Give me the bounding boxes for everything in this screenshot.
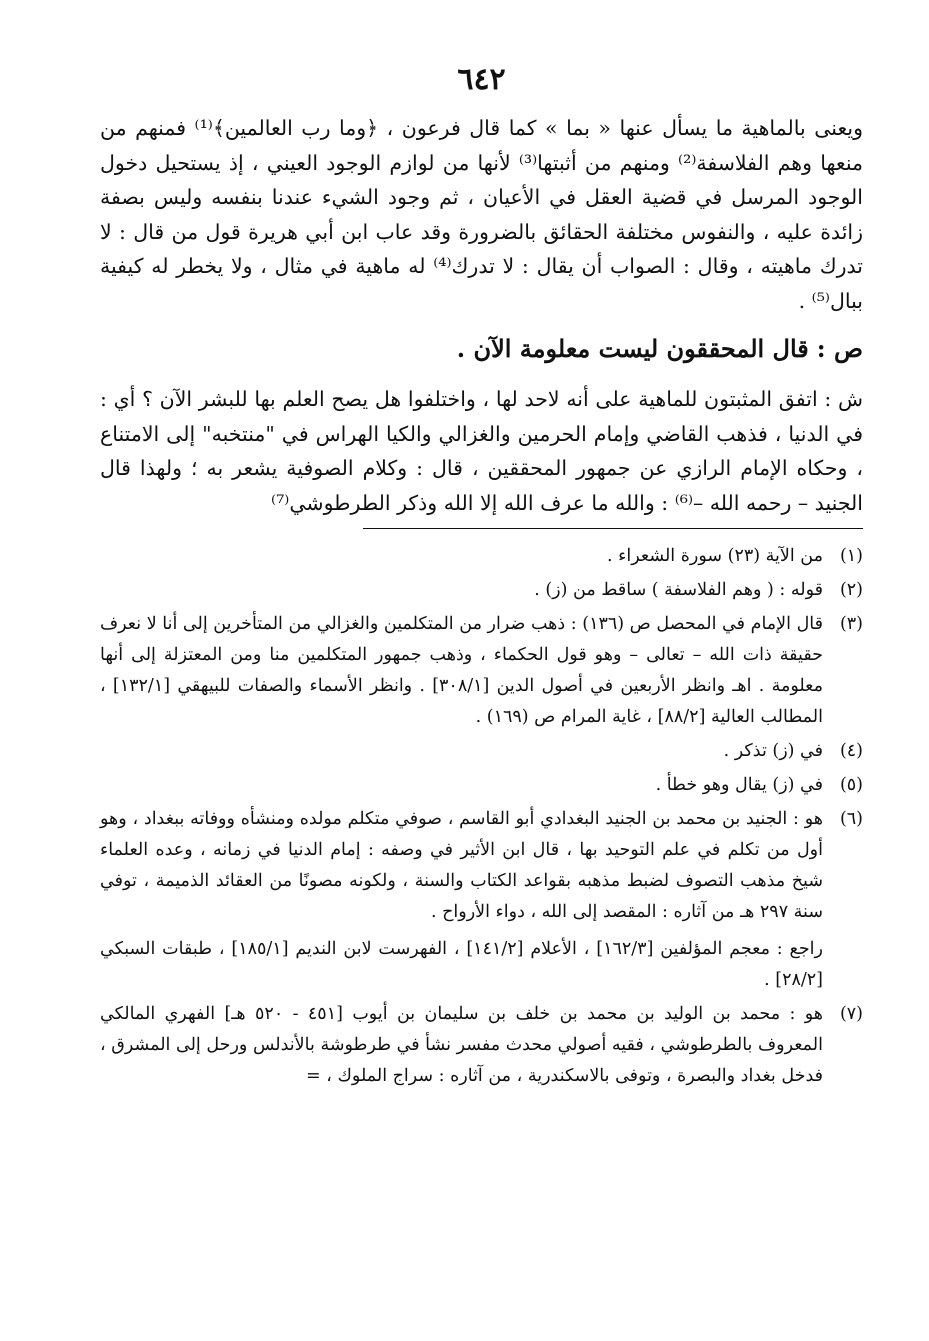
footnote-number: (٣) <box>839 614 863 634</box>
main-text <box>100 111 863 318</box>
footnote-separator <box>363 528 863 529</box>
footnote-number: (٤) <box>839 741 863 761</box>
footnote <box>100 804 863 996</box>
footnote <box>100 575 863 606</box>
footnote <box>100 736 863 767</box>
page-number: ٦٤٢ <box>457 62 506 97</box>
heading-text: قال المحققون ليست معلومة الآن . <box>456 334 809 363</box>
footnote-text: في (ز) تذكر . <box>723 741 823 761</box>
footnote-text: قوله : ( وهم الفلاسفة ) ساقط من (ز) . <box>534 580 823 600</box>
footnote <box>100 609 863 733</box>
intro-paragraph: ويعنى بالماهية ما يسأل عنها « بما » كما قال فرعون ، ﴿وما رب العالمين﴾⁽¹⁾ فمنهم من منعها وهم الفلاسفة⁽²⁾ ومنهم من أثبتها⁽³⁾ لأنها من لوازم الوجود العيني ، إذ يستحيل دخول الوجود المرسل في قضية العقل في الأعيان ، ثم وجود الشيء عندنا بنفسه وليس بصفة زائدة عليه ، والنفوس مختلفة الحقائق بالضرورة وقد عاب ابن أبي هريرة قول من قال : لا تدرك ماهيته ، وقال : الصواب أن يقال : لا تدرك⁽⁴⁾ له ماهية في مثال ، ولا يخطر له كيفية ببال⁽⁵⁾ . <box>100 116 863 313</box>
footnotes <box>100 541 863 1092</box>
section-heading <box>100 332 863 366</box>
footnote-references: راجع : معجم المؤلفين [١٦٢/٣] ، الأعلام [١٤١/٢] ، الفهرست لابن النديم [١٨٥/١] ، طبقات السبكي [٢٨/٢] . <box>100 939 823 990</box>
footnote-text: هو : الجنيد بن محمد بن الجنيد البغدادي أبو القاسم ، صوفي متكلم مولده ومنشأه ووفاته ببغداد ، وهو أول من تكلم في علم التوحيد بها ، قال ابن الأثير في وصفه : إمام الدنيا في زمانه ، وعده العلماء شيخ مذهب التصوف لضبط مذهبه بقواعد الكتاب والسنة ، ولكونه مصونًا من العقائد الذميمة ، توفي سنة ٢٩٧ هـ من آثاره : المقصد إلى الله ، دواء الأرواح . <box>100 809 823 922</box>
footnote-number: (٥) <box>839 775 863 795</box>
footnote-text: قال الإمام في المحصل ص (١٣٦) : ذهب ضرار من المتكلمين والغزالي من المتأخرين إلى أنا لا نعرف حقيقة ذات الله – تعالى – وهو قول الحكماء ، وذهب جمهور المتكلمين منا ومن المعتزلة إلى أنها معلومة . اهـ وانظر الأربعين في أصول الدين [٣٠٨/١] . وانظر الأسماء والصفات للبيهقي [١٣٢/١] ، المطالب العالية [٨٨/٢] ، غاية المرام ص (١٦٩) . <box>100 614 823 727</box>
footnote <box>100 999 863 1092</box>
footnote-text: من الآية (٢٣) سورة الشعراء . <box>607 546 823 566</box>
footnote-number: (١) <box>839 546 863 566</box>
footnote-number: (٦) <box>839 809 863 829</box>
commentary-paragraph: ش : اتفق المثبتون للماهية على أنه لاحد لها ، واختلفوا هل يصح العلم بها للبشر الآن ؟ أي : في الدنيا ، فذهب القاضي وإمام الحرمين والغزالي والكيا الهراس في "منتخبه" إلى الامتناع ، وحكاه الإمام الرازي عن جمهور المحققين ، قال : وكلام الصوفية يشعر به ؛ ولهذا قال الجنيد – رحمه الله –⁽⁶⁾ : والله ما عرف الله إلا الله وذكر الطرطوشي⁽⁷⁾ <box>100 387 863 515</box>
footnote <box>100 541 863 572</box>
footnote <box>100 770 863 801</box>
footnote-text: في (ز) يقال وهو خطأ . <box>655 775 823 795</box>
footnote-text: هو : محمد بن الوليد بن محمد بن خلف بن سليمان بن أيوب [٤٥١ - ٥٢٠ هـ] الفهري المالكي المعروف بالطرطوشي ، فقيه أصولي محدث مفسر نشأ في طرطوشة بالأندلس ورحل إلى المشرق ، فدخل بغداد والبصرة ، وتوفى بالاسكندرية ، من آثاره : سراج الملوك ، = <box>100 1004 823 1086</box>
footnote-number: (٧) <box>839 1004 863 1024</box>
footnote-number: (٢) <box>839 580 863 600</box>
commentary-text <box>100 382 863 520</box>
heading-prefix: ص : <box>816 334 863 363</box>
